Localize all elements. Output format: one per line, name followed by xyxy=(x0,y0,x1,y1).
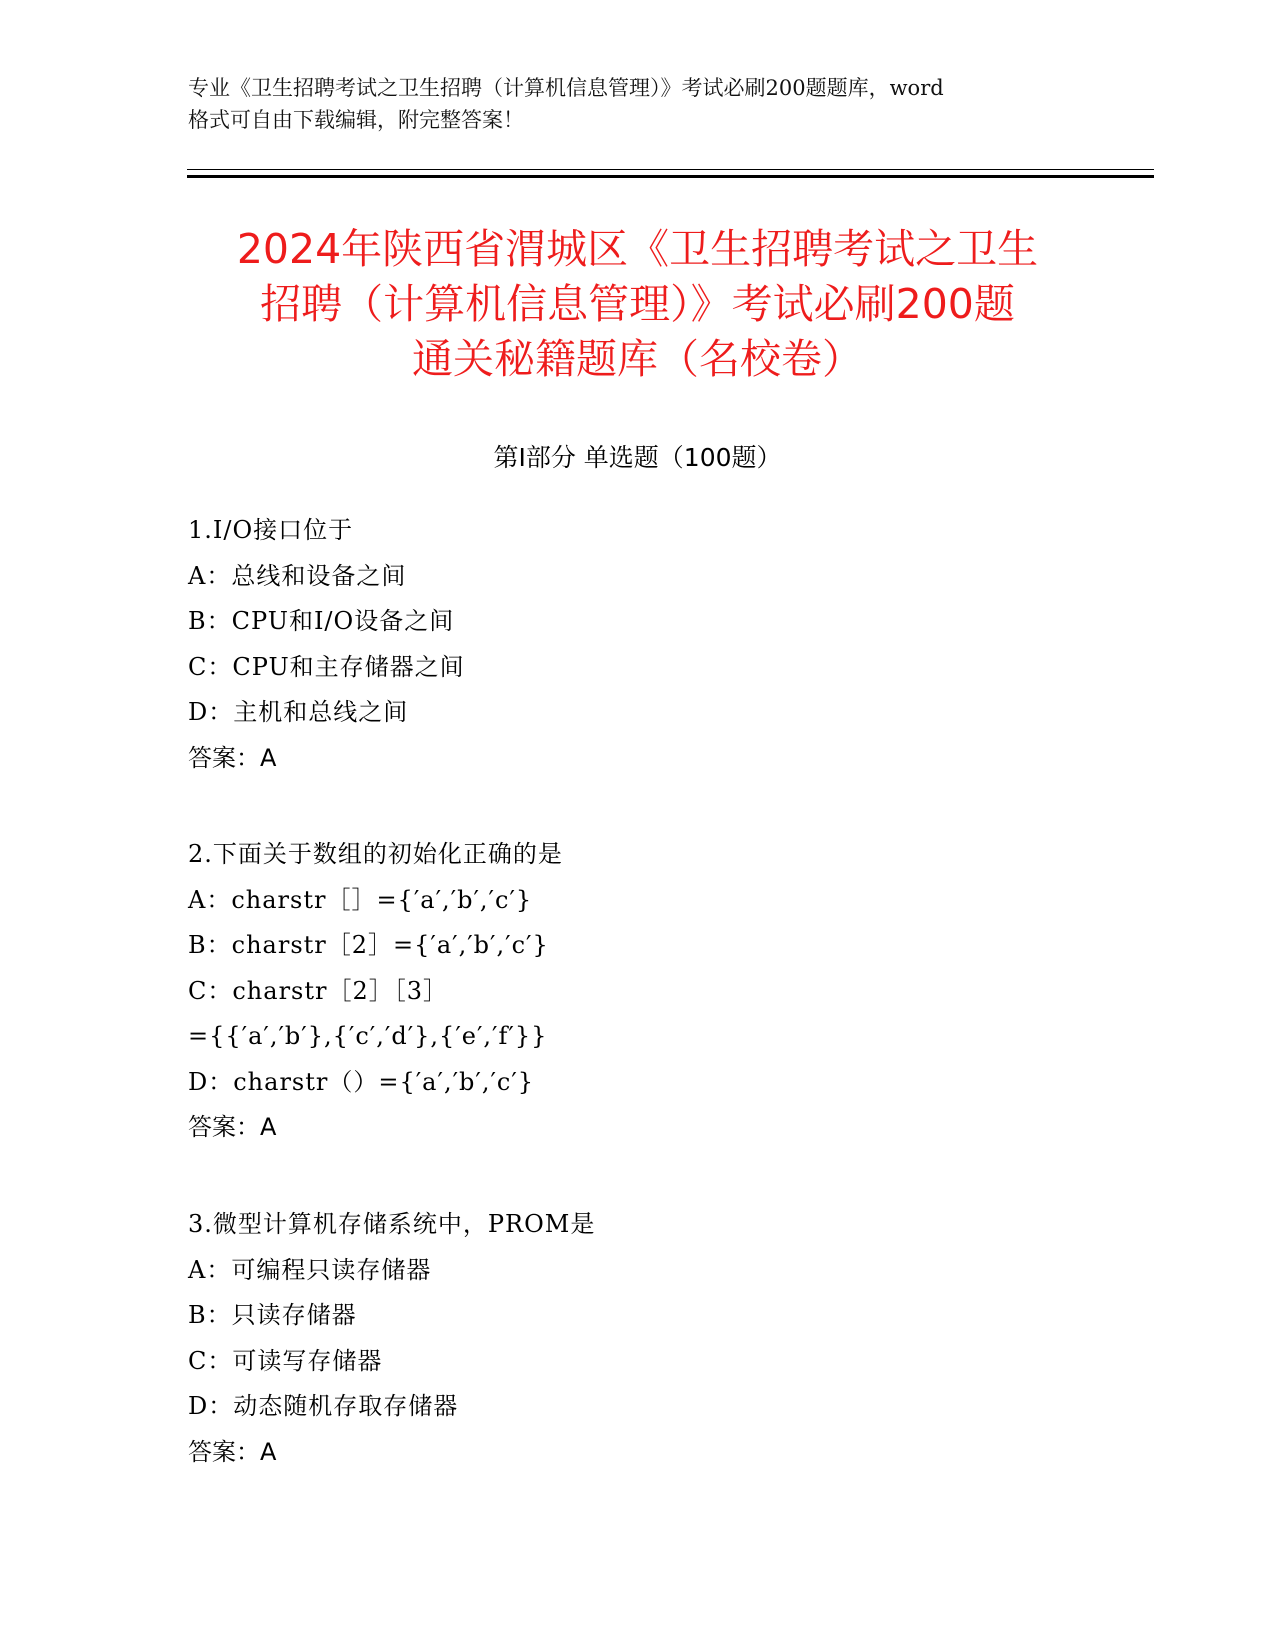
header-divider-thin xyxy=(187,169,1154,170)
question-stem: 1.I/O接口位于 xyxy=(188,516,354,544)
question-option-c: C：可读写存储器 xyxy=(188,1346,383,1375)
question-option-b: B：只读存储器 xyxy=(188,1301,357,1329)
question-option-d: D：动态随机存取存储器 xyxy=(188,1392,459,1420)
header-note-line-1: 专业《卫生招聘考试之卫生招聘（计算机信息管理）》考试必刷200题题库，word xyxy=(188,76,944,100)
header-divider-thick xyxy=(187,175,1154,178)
document-title xyxy=(180,222,1095,387)
header-note xyxy=(188,72,1088,136)
header-note-line-2: 格式可自由下载编辑，附完整答案！ xyxy=(188,108,524,132)
question-option-c: C：charstr［2］［3］ xyxy=(188,976,449,1005)
question-3 xyxy=(188,1202,1088,1475)
document-title-line-1: 2024年陕西省渭城区《卫生招聘考试之卫生 xyxy=(236,225,1039,273)
section-heading: 第Ⅰ部分 单选题（100题） xyxy=(493,443,782,472)
question-option-a: A：charstr［］={′a′,′b′,′c′} xyxy=(188,885,533,914)
document-title-line-3: 通关秘籍题库（名校卷） xyxy=(412,335,863,383)
question-option-a: A：总线和设备之间 xyxy=(188,561,407,590)
question-option-d: D：主机和总线之间 xyxy=(188,698,409,726)
question-option-c: C：CPU和主存储器之间 xyxy=(188,652,465,681)
question-option-c-continued: ={{′a′,′b′},{′c′,′d′},{′e′,′f′}} xyxy=(188,1022,548,1050)
question-1 xyxy=(188,508,1088,781)
question-answer: 答案：A xyxy=(188,743,277,772)
question-answer: 答案：A xyxy=(188,1113,277,1141)
document-title-line-2: 招聘（计算机信息管理）》考试必刷200题 xyxy=(260,280,1015,328)
question-2 xyxy=(188,832,1088,1151)
question-option-b: B：charstr［2］={′a′,′b′,′c′} xyxy=(188,931,549,959)
question-stem: 3.微型计算机存储系统中，PROM是 xyxy=(188,1210,596,1238)
question-option-b: B：CPU和I/O设备之间 xyxy=(188,607,455,635)
question-option-d: D：charstr（）={′a′,′b′,′c′} xyxy=(188,1067,535,1096)
question-option-a: A：可编程只读存储器 xyxy=(188,1255,432,1284)
question-stem: 2.下面关于数组的初始化正确的是 xyxy=(188,840,563,868)
question-answer: 答案：A xyxy=(188,1437,277,1466)
